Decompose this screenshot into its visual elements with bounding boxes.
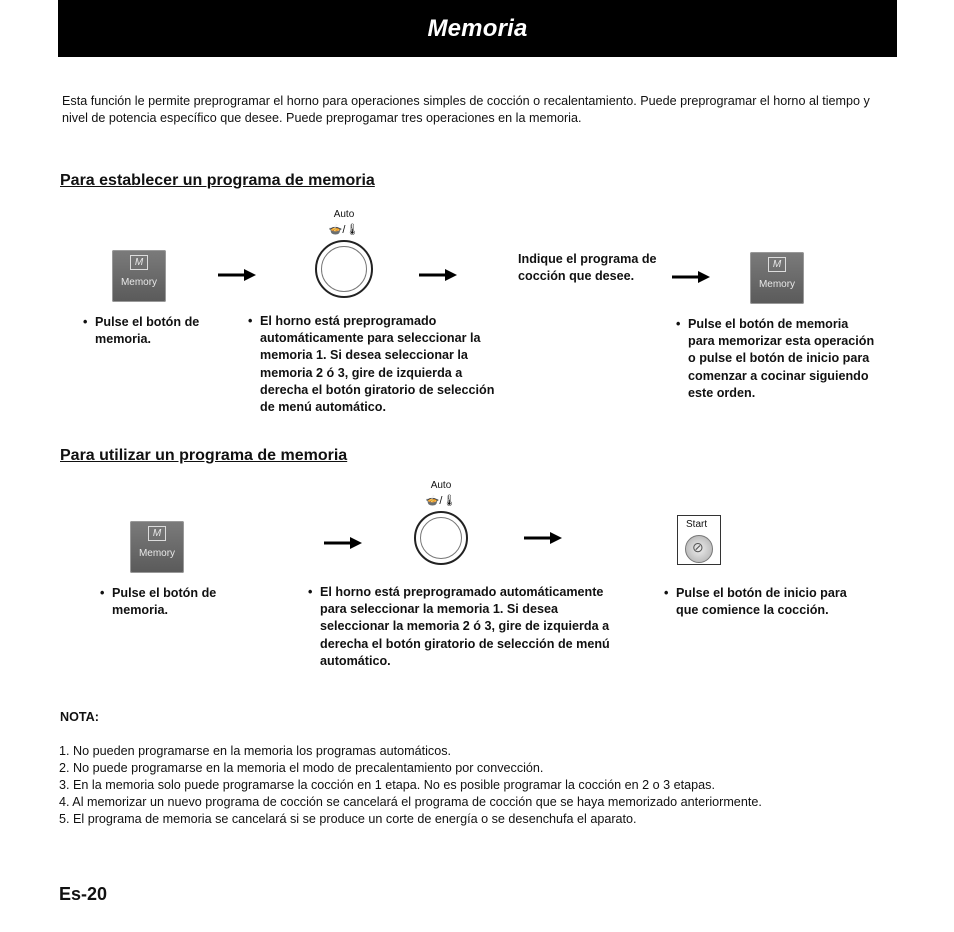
auto-menu-dial[interactable] [414,511,468,565]
note-item: 2. No puede programarse en la memoria el modo de precalentamiento por convección. [59,761,544,775]
auto-dial-group [309,209,379,298]
auto-dial-group [406,480,476,565]
food-thermometer-icon: 🍲/🌡 [425,495,457,507]
section1-heading: Para establecer un programa de memoria [60,172,375,189]
memory-m-icon: M [768,257,786,272]
start-button-label: Start [686,519,708,530]
bullet-item: • Pulse el botón de memoria. [83,315,200,347]
start-icon [685,535,713,563]
select-program-text: Indique el programa de cocción que desee. [518,252,657,283]
auto-menu-dial[interactable] [315,240,373,298]
bullet-item: • Pulse el botón de memoria. [100,586,217,618]
food-thermometer-icon: 🍲/🌡 [328,224,360,236]
bullet-item: • El horno está preprogramado automáticamente para seleccionar la memoria 1. Si desea seleccionar la memoria 2 ó 3, gire de izquierda a derecha el botón giratorio de selección de menú automático. [308,585,610,668]
arrow-right-icon [672,270,712,284]
arrow-right-icon [419,268,459,282]
section2-heading: Para utilizar un programa de memoria [60,447,348,464]
memory-button[interactable] [112,250,166,302]
note-item: 3. En la memoria solo puede programarse la cocción en 1 etapa. No es posible programar la cocción en 2 o 3 etapas. [59,778,715,792]
bullet-item: • Pulse el botón de memoria para memorizar esta operación o pulse el botón de inicio para comenzar a cocinar siguiendo este orden. [676,317,875,400]
auto-label: Auto [333,209,355,220]
nota-title: NOTA: [60,710,99,724]
note-item: 1. No pueden programarse en la memoria los programas automáticos. [59,744,451,758]
note-item: 5. El programa de memoria se cancelará si se produce un corte de energía o se desenchufa el aparato. [59,812,637,826]
bullet-item: • Pulse el botón de inicio para que comience la cocción. [664,586,847,618]
page-title: Memoria [427,14,528,42]
page-number: Es-20 [59,884,108,904]
memory-m-icon: M [130,255,148,270]
memory-m-icon: M [148,526,166,541]
memory-button-label: Memory [120,277,158,288]
arrow-right-icon [218,268,258,282]
title-bar [58,0,897,57]
bullet-item: • El horno está preprogramado automáticamente para seleccionar la memoria 1. Si desea seleccionar la memoria 2 ó 3, gire de izquierda a derecha el botón giratorio de selección de menú automático. [248,314,495,415]
memory-button-label: Memory [758,279,796,290]
memory-button[interactable] [130,521,184,573]
memory-button-label: Memory [138,548,176,559]
start-button[interactable] [677,515,721,565]
memory-button[interactable] [750,252,804,304]
notes-list [59,743,919,828]
note-item: 4. Al memorizar un nuevo programa de cocción se cancelará el programa de cocción que se haya memorizado anteriormente. [59,795,762,809]
arrow-right-icon [524,531,564,545]
auto-label: Auto [430,480,452,491]
intro-text: Esta función le permite preprogramar el horno para operaciones simples de cocción o recalentamiento. Puede preprogramar el horno al tiempo y nivel de potencia específico que desee. Puede preprogamar tres operaciones en la memoria. [62,94,870,125]
arrow-right-icon [324,536,364,550]
